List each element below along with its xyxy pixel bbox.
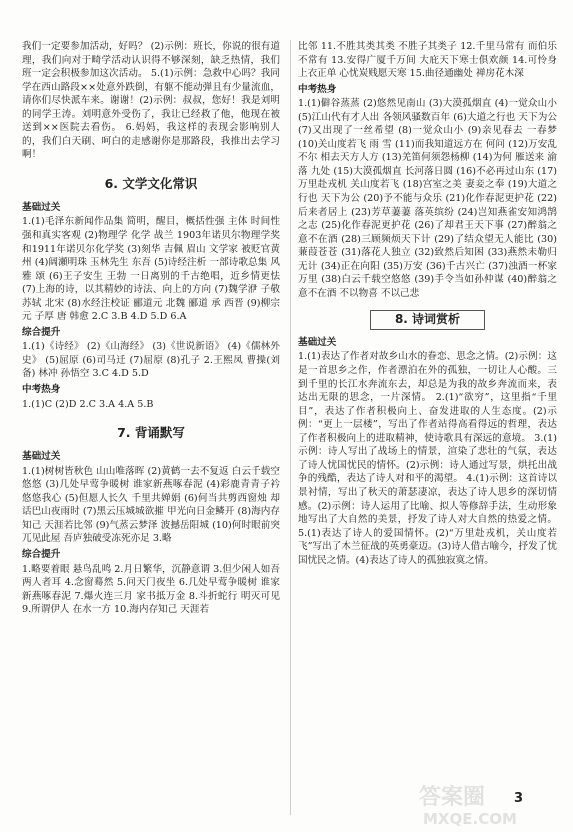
section-8-title: 8. 诗词赏析	[370, 310, 485, 330]
answer-page	[22, 40, 557, 820]
svg-text:答案圈: 答案圈	[419, 785, 486, 810]
sec7-comp-text: 1.略要着眼 悬鸟乱鸣 2.月日繁华，沉静意谓 3.但少闲人如吾两人者耳 4.念窗蓦然 5.问天门夜坐 6.几处早莺争暖树 谁家新燕啄春泥 7.爆火连三月 家书抵万金 8.斗折蛇行 明灭可见 9.所谓伊人 在水一方 10.海内存知己 天涯若	[22, 563, 280, 616]
sec8-basic-heading: 基础过关	[298, 336, 337, 348]
sec8-text: 1.(1)表达了作者对故乡山水的眷恋、思念之情。(2)示例：这是一首思乡之作，作者漂泊在外的孤独，一切让人心酸。三到千里的长江水奔流东去，却总是为我的故乡奔流而来，表达出无限的思念，一片深情。 2.(1)“欲穷”，这里指“千里目”，表达了作者积极向上、奋发进取的人生态度。(2)示例：“更上一层楼”，写出了作者站得高看得远的哲理，表达了作者积极向上的进取精神，使诗歌具有深远的意境。 3.(1)示例：诗人写出了战场上的情景，渲染了悲壮的气氛，表达了诗人忧国忧民的情怀。(2)示例：诗人通过写景，烘托出战争的残酷，表达了诗人对和平的渴望。 4.(1)示例：这首诗以景衬情，写出了秋天的萧瑟凄凉，表达了诗人思乡的深切情感。(2)示例：诗人运用了比喻、拟人等修辞手法，生动形象地写出了大自然的美景，抒发了诗人对大自然的热爱之情。 5.(1)表达了诗人的爱国情怀。(2)“万里赴戎机，关山度若飞”写出了木兰征战的英勇豪迈。(3)诗人借古喻今，抒发了忧国忧民之情。(4)表达了诗人的孤独寂寞之情。	[298, 351, 557, 566]
sec6-basic-text: 1.(1)毛泽东新闻作品集 简明，醒目，概括性强 主体 时间性强和真实客观 (2)物理学 化学 战兰 1903年诺贝尔物理学奖和1911年诺贝尔化学奖 (3)刻华 吉佩 眉山 文学家 被贬官黄州 (4)阔瀬明珠 玉林先生 东吾 (5)诗经注析 一部诗歌总集 风 雅 颂 (6)王子安生 王勃 一日离别的千古绝唱，近乡情更怯 (7)上海的诗，以其精妙的诗法、向上的方向 (7)魏学洢 子敬 苏轼 北宋 (8)水经注校证 郦道元 北魏 郦道 承 西晋 (9)柳宗元 子厚 唐 韩愈 2.C 3.B 4.D 5.D 6.A	[22, 216, 280, 323]
right-exam-heading: 中考热身	[298, 83, 337, 95]
sec7-basic-heading: 基础过关	[22, 451, 61, 463]
sec6-exam-heading: 中考热身	[22, 384, 61, 396]
column-divider	[290, 40, 291, 815]
right-column	[298, 40, 557, 567]
section-8-title-box	[298, 310, 557, 330]
page-number: 3	[513, 791, 523, 806]
sec6-comp-heading: 综合提升	[22, 326, 61, 338]
sec7-basic-text: 1.(1)树树皆秋色 山山唯落晖 (2)黄鹤一去不复返 白云千载空悠悠 (3)几处早莺争暖树 谁家新燕啄春泥 (4)彩鹿青青子衿 悠悠我心 (5)但愿人长久 千里共婵娟 (6)何当共剪西窗烛 却话巴山夜雨时 (7)黑云压城城欲摧 甲光向日金鳞开 (8)海内存知己 天涯若比邻 (9)气蒸云梦泽 波撼岳阳城 (10)何时眼前突兀见此屋 吾庐独破受冻死亦足 3.略	[22, 465, 280, 545]
svg-text:MXQE.COM: MXQE.COM	[423, 810, 517, 828]
sec6-basic-heading: 基础过关	[22, 201, 61, 213]
sec6-comp-text: 1.(1)《诗经》 (2)《山海经》 (3)《世说新语》 (4)《儒林外史》 (5)屈原 (6)司马迁 (7)屈原 (8)孔子 2.王熙凤 曹操(刘备) 林冲 孙悟空 3.C 4.D 5.D	[22, 341, 280, 380]
sec7-comp-heading: 综合提升	[22, 548, 61, 560]
right-intro: 比邻 11.不胜其类其类 不胜子其类子 12.千里马常有 而伯乐不常有 13.安得广厦千万间 大庇天下寒士俱欢颜 14.可怜身上衣正单 心忧炭贱愿天寒 15.曲径通幽处 禅房花木深	[298, 41, 557, 80]
left-intro: 我们一定要参加活动，好吗？ (2)示例：班长，你说的很有道理，我们向对于畸学活动认识得不够深刻，缺乏热情，我们班一定会积极参加这次活动。 5.(1)示例：急救中心吗？我同学在西山路段××处意外跌倒，有躯不能动弹且有少量流血，请你们尽快派车来。谢谢！(2)示例：叔叔，您好！我是刘明的同学王涛。刘明意外受伤了，我让已经救了他，他现在被送到××医院去看伤。 6.妈妈，我这样的表现会影响别人的，我们白天刷、呵白的走感谢你是那路段，我推出去学习啊！	[22, 41, 280, 161]
right-exam-text: 1.(1)僻谷蒸蒸 (2)悠然见南山 (3)大漠孤烟直 (4)一觉众山小 (5)江山代有才人出 各领风骚数百年 (6)大道之行也 天下为公 (7)又出现了一丝希望 (8)一觉众山小 (9)亲见春去 一春梦 (10)关山度若飞 雨 雪 (11)而我知道远方在 何问 (12)万安乱不尔 相去天方人方 (13)羌笛何须怨杨柳 (14)为何 雁送来 渝落 九处 (15)大漠孤烟直 长河落日圆 (16)不必再过山东 (17)万里赴戎机 关山度若飞 (18)宫室之美 妻妾之奉 (19)大道之行也 天下为公 (20)予不能与众乐 (21)化作春泥更护花 (22)后来者居上 (23)芳草萋萋 落英缤纷 (24)岂知燕雀安知鸿鹄之志 (25)化作春泥更护花 (26)了却君王天下事 (27)醉翁之意不在酒 (28)三顾频烦天下计 (29)了结众望无人能比 (30)蒹葭苍苍 (31)落花人独立 (32)致然后知困 (33)燕然未勒归无计 (34)正在向阳 (35)万安 (36)千古兴亡 (37)浊酒一杯家万里 (38)白云千载空悠悠 (39)手令当如孙仲谋 (40)醉翁之意不在酒 不以物喜 不以己悲	[298, 98, 557, 299]
section-6-title: 6. 文学文化常识	[104, 175, 198, 191]
section-7-title: 7. 背诵默写	[117, 425, 185, 441]
watermark-logo-icon	[413, 780, 563, 830]
sec6-exam-text: 1.(1)C (2)D 2.C 3.A 4.A 5.B	[22, 398, 154, 410]
left-column	[22, 40, 280, 617]
